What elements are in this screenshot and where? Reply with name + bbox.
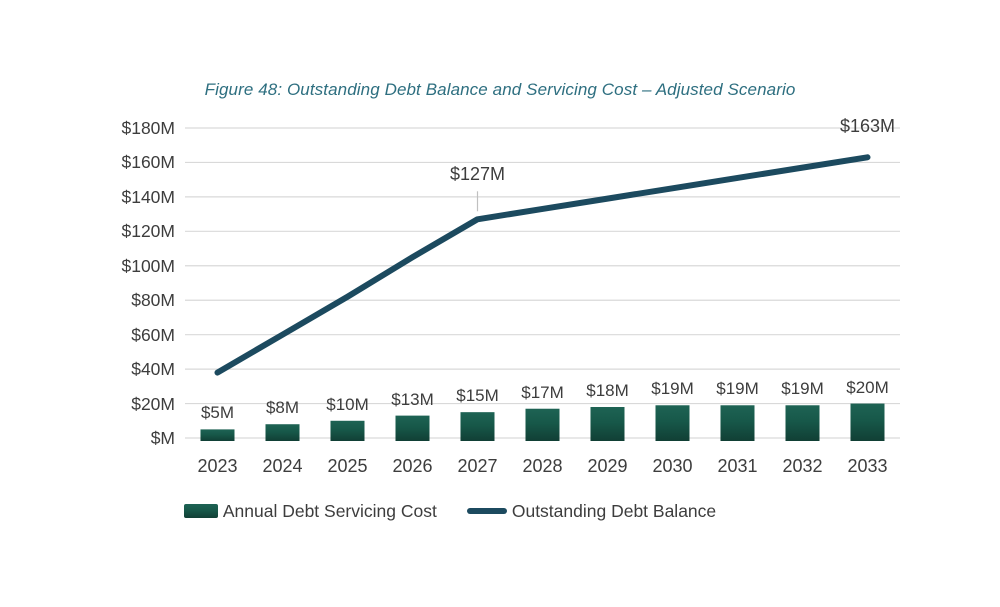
x-tick-2027: 2027 [457,456,498,476]
bar-label-2029: $18M [586,381,629,400]
bar-2029 [591,407,625,441]
bar-label-2025: $10M [326,394,369,414]
line-series-swatch [467,508,507,514]
bar-label-2033: $20M [846,377,889,397]
y-tick-40m: $40M [131,359,175,380]
legend [185,497,715,525]
legend-item-servicing-cost [184,501,437,522]
y-tick-m: $M [150,428,175,448]
bar-2028 [526,409,560,441]
y-tick-20m: $20M [131,393,175,414]
x-tick-2025: 2025 [327,456,368,476]
x-tick-2032: 2032 [782,456,823,476]
legend-item-debt-balance [467,501,716,522]
bar-2027 [461,412,495,441]
x-tick-2029: 2029 [587,456,628,476]
y-tick-140m: $140M [121,186,175,207]
bar-2025 [331,421,365,441]
bar-2026 [396,416,430,441]
bar-label-2026: $13M [391,389,434,409]
y-tick-60m: $60M [131,324,175,345]
bar-label-2023: $5M [200,403,235,423]
bar-2031 [721,405,755,441]
y-tick-80m: $80M [131,290,175,311]
line-label-2027: $127M [449,164,506,185]
bar-series-swatch [184,504,218,518]
bar-label-2031: $19M [716,379,759,399]
chart-title: Figure 48: Outstanding Debt Balance and Servicing Cost – Adjusted Scenario [204,80,796,99]
y-tick-180m: $180M [121,118,175,138]
y-tick-160m: $160M [121,152,175,173]
bar-2030 [656,405,690,441]
bar-label-2032: $19M [781,379,824,399]
bar-label-2024: $8M [265,398,300,418]
bar-label-2027: $15M [456,386,499,406]
x-tick-2033: 2033 [847,456,888,476]
x-tick-2024: 2024 [262,456,303,476]
x-tick-2023: 2023 [197,456,238,476]
legend-label-debt-balance: Outstanding Debt Balance [511,500,717,521]
x-tick-2026: 2026 [392,456,433,476]
bar-label-2030: $19M [651,379,694,399]
x-tick-2030: 2030 [652,456,693,476]
line-label-2033: $163M [839,116,896,137]
bar-2023 [201,429,235,441]
x-tick-2028: 2028 [522,456,563,476]
x-tick-2031: 2031 [717,456,758,476]
y-tick-120m: $120M [121,221,175,242]
bar-label-2028: $17M [521,382,564,402]
bar-2032 [786,405,820,441]
bar-2033 [851,404,885,441]
y-tick-100m: $100M [121,255,175,276]
bar-2024 [266,424,300,441]
debt-balance-line [218,157,868,372]
legend-label-servicing-cost: Annual Debt Servicing Cost [222,500,437,521]
